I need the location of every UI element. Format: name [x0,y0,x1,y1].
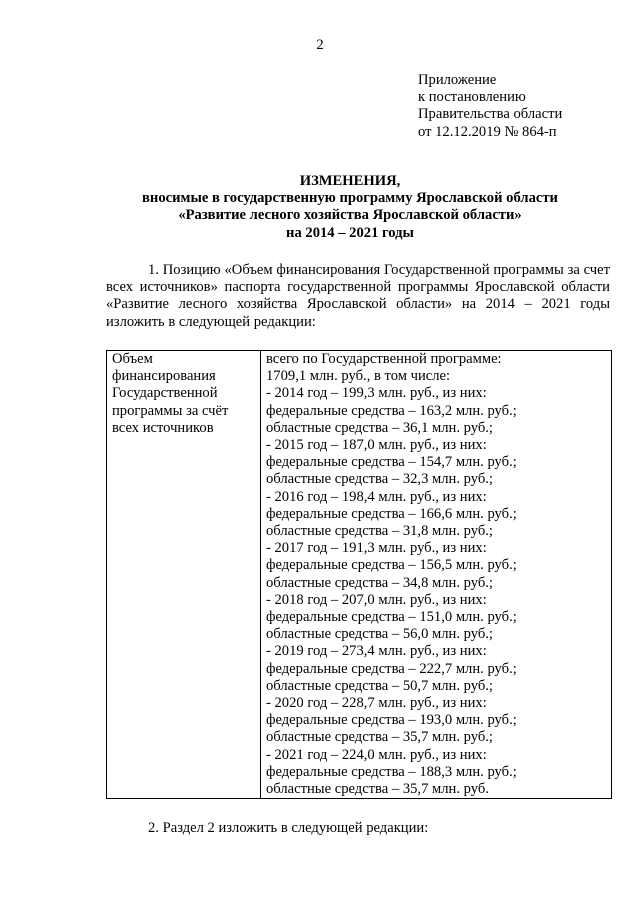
table-value-line: - 2018 год – 207,0 млн. руб., из них: [266,591,487,608]
title-line: на 2014 – 2021 годы [286,224,414,241]
page-number: 2 [316,37,324,53]
appendix-line: Правительства области [418,106,563,123]
table-value-line: областные средства – 31,8 млн. руб.; [266,523,493,540]
table-value-line: областные средства – 32,3 млн. руб.; [266,471,493,488]
table-value-line: федеральные средства – 166,6 млн. руб.; [266,505,517,522]
table-label-cell [107,351,261,798]
table-value-line: областные средства – 56,0 млн. руб.; [266,626,493,643]
table-value-line: - 2014 год – 199,3 млн. руб., из них: [266,385,487,402]
table-value-line: - 2021 год – 224,0 млн. руб., из них: [266,746,487,763]
table-label-line: всех источников [112,419,214,436]
table-label-line: Объем [112,351,153,367]
table-value-line: областные средства – 34,8 млн. руб.; [266,574,493,591]
table-value-line: - 2020 год – 228,7 млн. руб., из них: [266,695,487,712]
table-value-line: - 2017 год – 191,3 млн. руб., из них: [266,540,487,557]
table-value-line: всего по Государственной программе: [266,351,502,367]
appendix-block [418,72,562,141]
table-value-line: 1709,1 млн. руб., в том числе: [266,368,451,385]
table-value-cell [261,351,611,798]
paragraph-1 [106,262,610,331]
table-value-line: - 2015 год – 187,0 млн. руб., из них: [266,437,487,454]
title-line: ИЗМЕНЕНИЯ, [299,173,401,189]
appendix-line: от 12.12.2019 № 864-п [418,123,557,140]
title-line: вносимые в государственную программу Ярославской области [142,190,558,207]
table-value-line: областные средства – 35,7 млн. руб. [266,781,489,798]
table-value-line: федеральные средства – 188,3 млн. руб.; [266,763,517,780]
table-label-line: Государственной [112,385,218,402]
table-value-line: - 2016 год – 198,4 млн. руб., из них: [266,488,487,505]
table-value-line: федеральные средства – 151,0 млн. руб.; [266,609,517,626]
table-value-line: областные средства – 50,7 млн. руб.; [266,677,493,694]
table-label-line: программы за счёт [112,402,229,419]
financing-table [106,350,612,799]
table-value-line: областные средства – 36,1 млн. руб.; [266,419,493,436]
table-value-line: федеральные средства – 163,2 млн. руб.; [266,402,517,419]
appendix-line: к постановлению [418,89,526,106]
document-title [90,173,610,242]
table-value-line: федеральные средства – 222,7 млн. руб.; [266,660,517,677]
table-value-line: областные средства – 35,7 млн. руб.; [266,729,493,746]
table-value-line: федеральные средства – 156,5 млн. руб.; [266,557,517,574]
paragraph-2: 2. Раздел 2 изложить в следующей редакции: [148,820,429,836]
table-value-line: федеральные средства – 193,0 млн. руб.; [266,712,517,729]
table-value-line: федеральные средства – 154,7 млн. руб.; [266,454,517,471]
table-label-line: финансирования [112,368,216,385]
paragraph-1-text: 1. Позицию «Объем финансирования Государственной программы за счет всех источников» паспорта государственной программы Ярославской области «Развитие лесного хозяйства Ярославской области» на 2014 – 2021 годы изложить в следующей редакции: [106,262,610,330]
table-value-line: - 2019 год – 273,4 млн. руб., из них: [266,643,487,660]
appendix-line: Приложение [418,72,497,88]
title-line: «Развитие лесного хозяйства Ярославской области» [178,207,522,224]
